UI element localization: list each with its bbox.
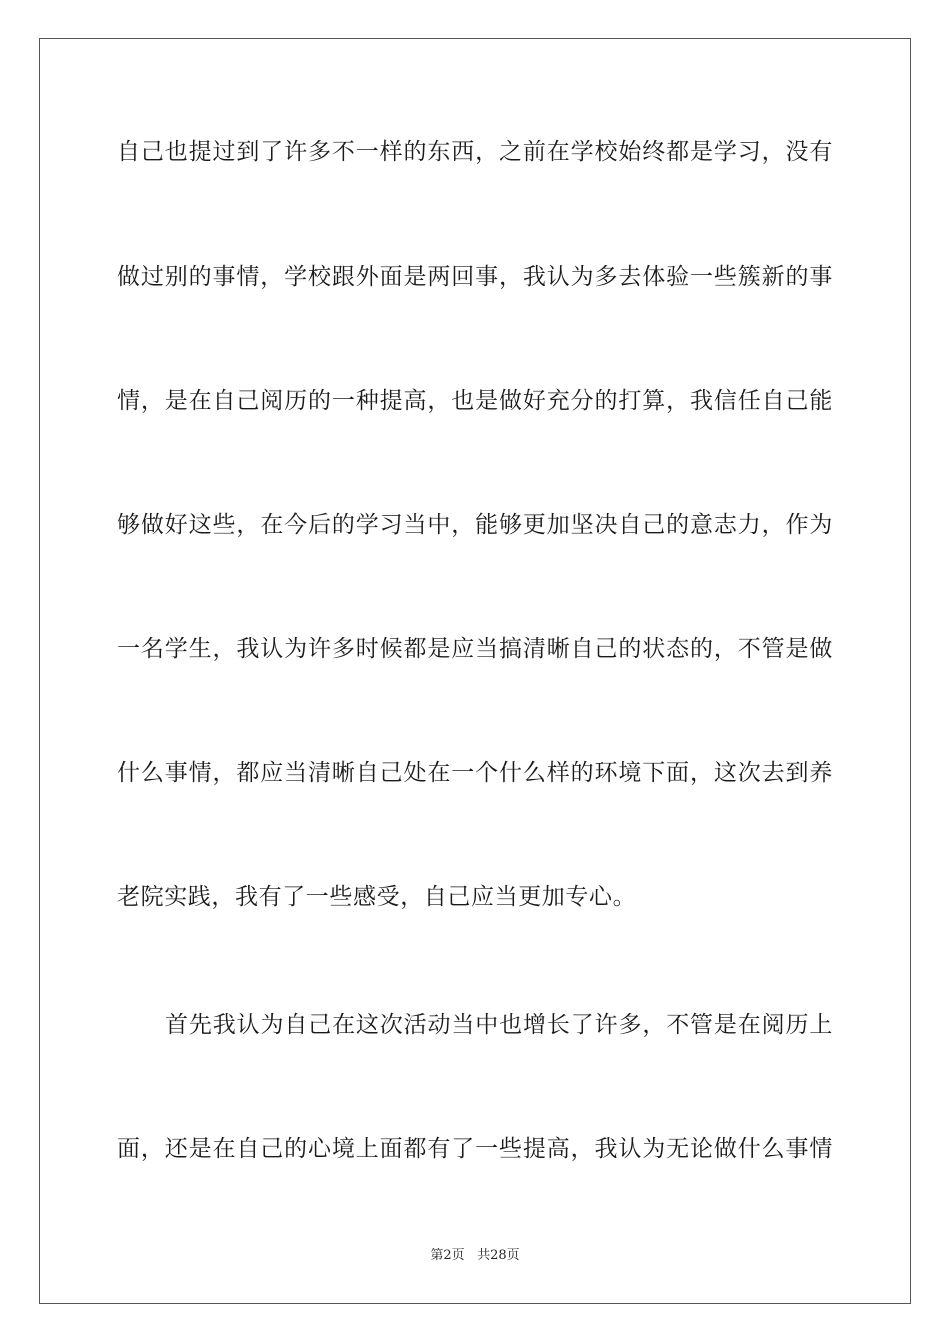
paragraph-line: 够做好这些，在今后的学习当中，能够更加坚决自己的意志力，作为 — [117, 512, 833, 538]
page-footer — [0, 1247, 950, 1265]
paragraph-line: 自己也提过到了许多不一样的东西，之前在学校始终都是学习，没有 — [117, 139, 833, 165]
paragraph-line: 情，是在自己阅历的一种提高，也是做好充分的打算，我信任自己能 — [117, 388, 833, 414]
total-pages: 共28页 — [477, 1248, 520, 1263]
paragraph-line: 老院实践，我有了一些感受，自己应当更加专心。 — [117, 884, 637, 910]
page-number: 第2页 — [430, 1248, 465, 1263]
paragraph-line: 做过别的事情，学校跟外面是两回事，我认为多去体验一些簇新的事 — [117, 264, 833, 290]
paragraph-line: 一名学生，我认为许多时候都是应当搞清晰自己的状态的，不管是做 — [117, 636, 833, 662]
paragraph-line: 什么事情，都应当清晰自己处在一个什么样的环境下面，这次去到养 — [117, 760, 833, 786]
paragraph-line: 首先我认为自己在这次活动当中也增长了许多，不管是在阅历上 — [165, 1012, 833, 1038]
page-border — [39, 38, 911, 1304]
paragraph-line: 面，还是在自己的心境上面都有了一些提高，我认为无论做什么事情 — [117, 1136, 833, 1162]
